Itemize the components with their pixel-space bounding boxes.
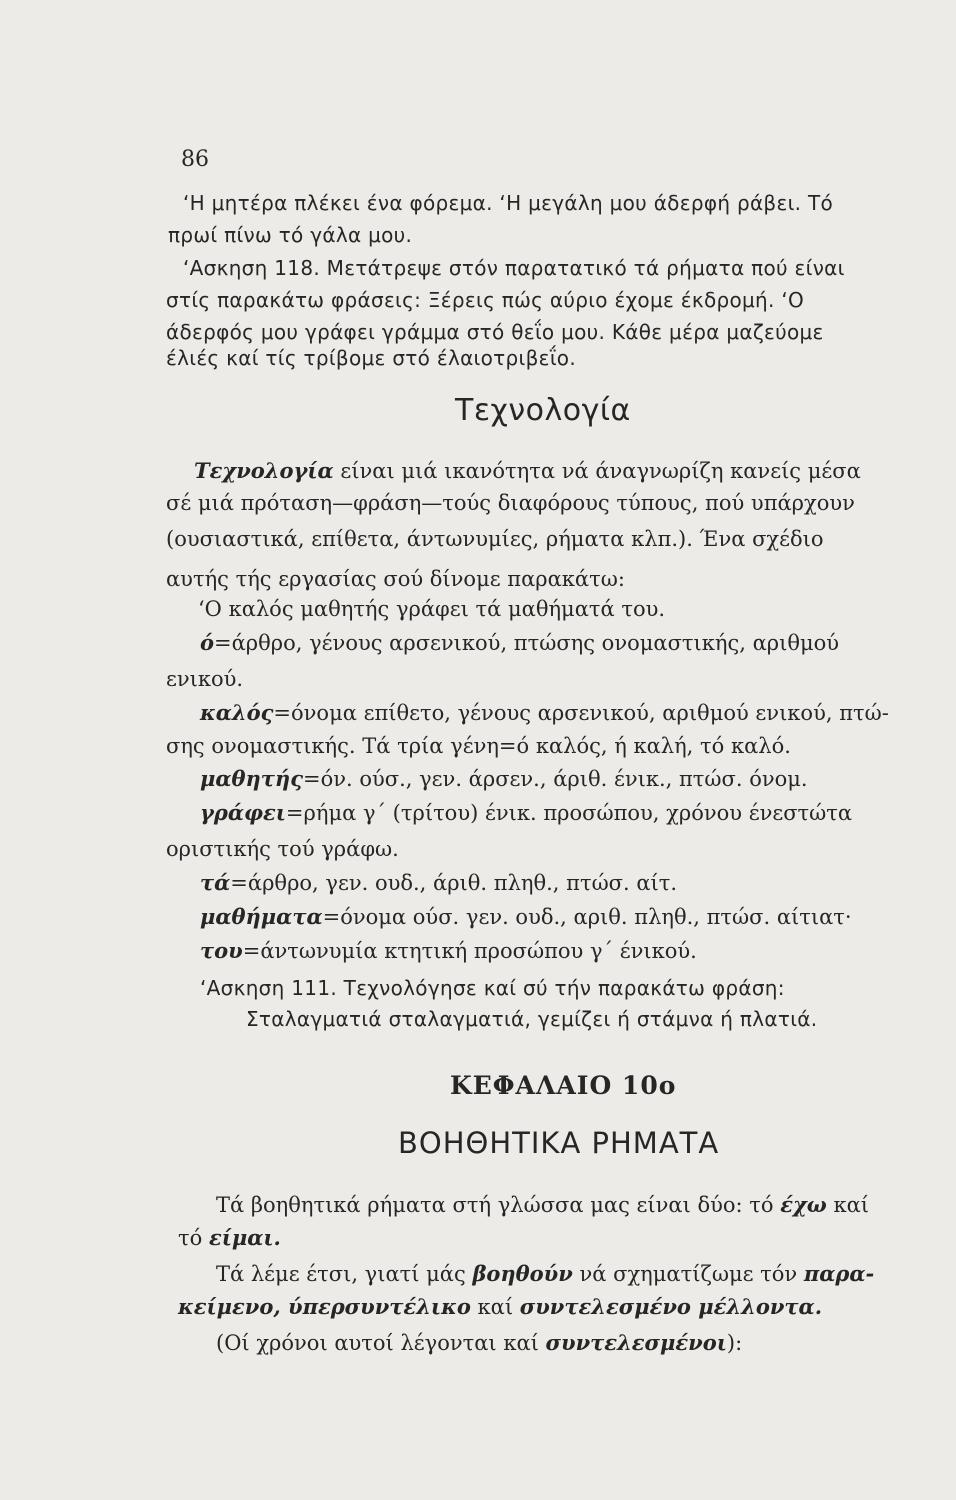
- analysis-line: ό=άρθρο, γένους αρσενικού, πτώσης ονομαστικής, αριθμού: [200, 630, 840, 655]
- example-sentence: ‘Ο καλός μαθητής γράφει τά μαθήματά του.: [198, 597, 666, 621]
- analysis-line: ενικού.: [166, 667, 244, 691]
- text-line: ‘Η μητέρα πλέκει ένα φόρεμα. ‘Η μεγάλη μου άδερφή ράβει. Τό: [183, 191, 834, 215]
- body-line: Τά βοηθητικά ρήματα στή γλώσσα μας είναι δύο: τό έχω καί: [216, 1192, 870, 1217]
- body-line: σέ μιά πρόταση—φράση—τούς διαφόρους τύπους, πού υπάρχουν: [166, 491, 855, 515]
- text-line: έλιές καί τίς τρίβομε στό έλαιοτριβεΐο.: [166, 346, 577, 370]
- exercise-phrase: Σταλαγματιά σταλαγματιά, γεμίζει ή στάμνα ή πλατιά.: [246, 1007, 818, 1031]
- chapter-heading: ΚΕΦΑΛΑΙΟ 10ο: [450, 1071, 677, 1100]
- body-line: (Οί χρόνοι αυτοί λέγονται καί συντελεσμένοι):: [216, 1330, 743, 1355]
- body-line: κείμενο, ύπερσυντέλικο καί συντελεσμένο μέλλοντα.: [178, 1294, 823, 1319]
- exercise-118-line: ‘Ασκηση 118. Μετάτρεψε στόν παρατατικό τά ρήματα πού είναι: [183, 256, 845, 280]
- analysis-line: μαθήματα=όνομα ούσ. γεν. ουδ., αριθ. πληθ., πτώσ. αίτιατ·: [200, 904, 852, 929]
- body-line: αυτής τής εργασίας σού δίνομε παρακάτω:: [166, 567, 625, 591]
- analysis-line: σης ονομαστικής. Τά τρία γένη=ό καλός, ή καλή, τό καλό.: [166, 734, 791, 758]
- text-line: στίς παρακάτω φράσεις: Ξέρεις πώς αύριο έχομε έκδρομή. ‘Ο: [166, 288, 805, 312]
- text-line: πρωί πίνω τό γάλα μου.: [168, 223, 413, 247]
- section-title: Τεχνολογία: [455, 393, 631, 428]
- body-line: (ουσιαστικά, επίθετα, άντωνυμίες, ρήματα κλπ.). Ένα σχέδιο: [166, 527, 824, 551]
- analysis-line: τά=άρθρο, γεν. ουδ., άριθ. πληθ., πτώσ. αίτ.: [200, 870, 678, 895]
- analysis-line: του=άντωνυμία κτητική προσώπου γ΄ ένικού.: [200, 938, 697, 963]
- text-line: άδερφός μου γράφει γράμμα στό θεΐο μου. Κάθε μέρα μαζεύομε: [166, 320, 824, 344]
- analysis-line: οριστικής τού γράφω.: [166, 837, 399, 861]
- body-line: Τά λέμε έτσι, γιατί μάς βοηθούν νά σχηματίζωμε τόν παρα-: [216, 1261, 875, 1286]
- page-number: 86: [181, 147, 209, 172]
- body-line: Τεχνολογία είναι μιά ικανότητα νά άναγνωρίζη κανείς μέσα: [194, 458, 861, 483]
- analysis-line: μαθητής=όν. ούσ., γεν. άρσεν., άριθ. ένικ., πτώσ. όνομ.: [200, 766, 808, 791]
- body-line: τό είμαι.: [178, 1225, 281, 1250]
- term-emphasis: Τεχνολογία: [194, 458, 334, 483]
- exercise-111-line: ‘Ασκηση 111. Τεχνολόγησε καί σύ τήν παρακάτω φράση:: [200, 976, 785, 1000]
- chapter-title: ΒΟΗΘΗΤΙΚΑ ΡΗΜΑΤΑ: [398, 1126, 720, 1160]
- analysis-line: γράφει=ρήμα γ΄ (τρίτου) ένικ. προσώπου, χρόνου ένεστώτα: [200, 800, 853, 825]
- analysis-line: καλός=όνομα επίθετο, γένους αρσενικού, αριθμού ενικού, πτώ-: [200, 700, 889, 725]
